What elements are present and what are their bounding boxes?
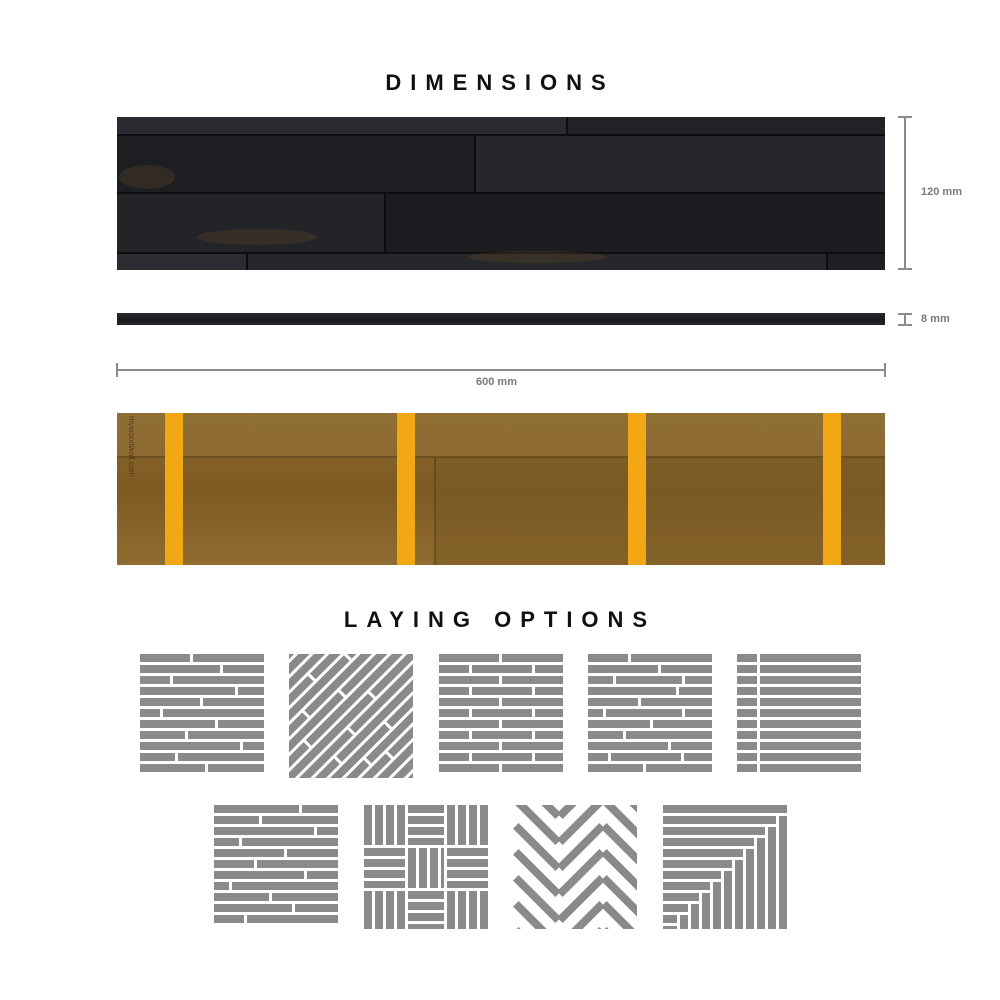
diagonal-pattern-icon (289, 654, 413, 778)
laying-options-title: LAYING OPTIONS (343, 607, 657, 632)
brick-horizontal-pattern-icon (439, 654, 563, 778)
panel-back-image (117, 413, 885, 565)
random-horizontal-pattern-icon (588, 654, 712, 778)
straight-horizontal-pattern-icon (737, 654, 861, 778)
panel-front-image (117, 117, 885, 270)
staggered-horizontal-pattern-icon (140, 654, 264, 778)
height-dimension-label: 120 mm (921, 186, 962, 198)
thickness-dimension-label: 8 mm (921, 313, 950, 325)
length-dimension-label: 600 mm (476, 376, 517, 388)
mixed-horizontal-pattern-icon (214, 805, 338, 929)
watermark-text: mywoodwall.com (127, 416, 136, 477)
corner-frame-pattern-icon (663, 805, 787, 929)
dimensions-title: DIMENSIONS (385, 70, 615, 95)
panel-edge-image (117, 313, 885, 325)
basketweave-pattern-icon (364, 805, 488, 929)
herringbone-pattern-icon (513, 805, 637, 929)
